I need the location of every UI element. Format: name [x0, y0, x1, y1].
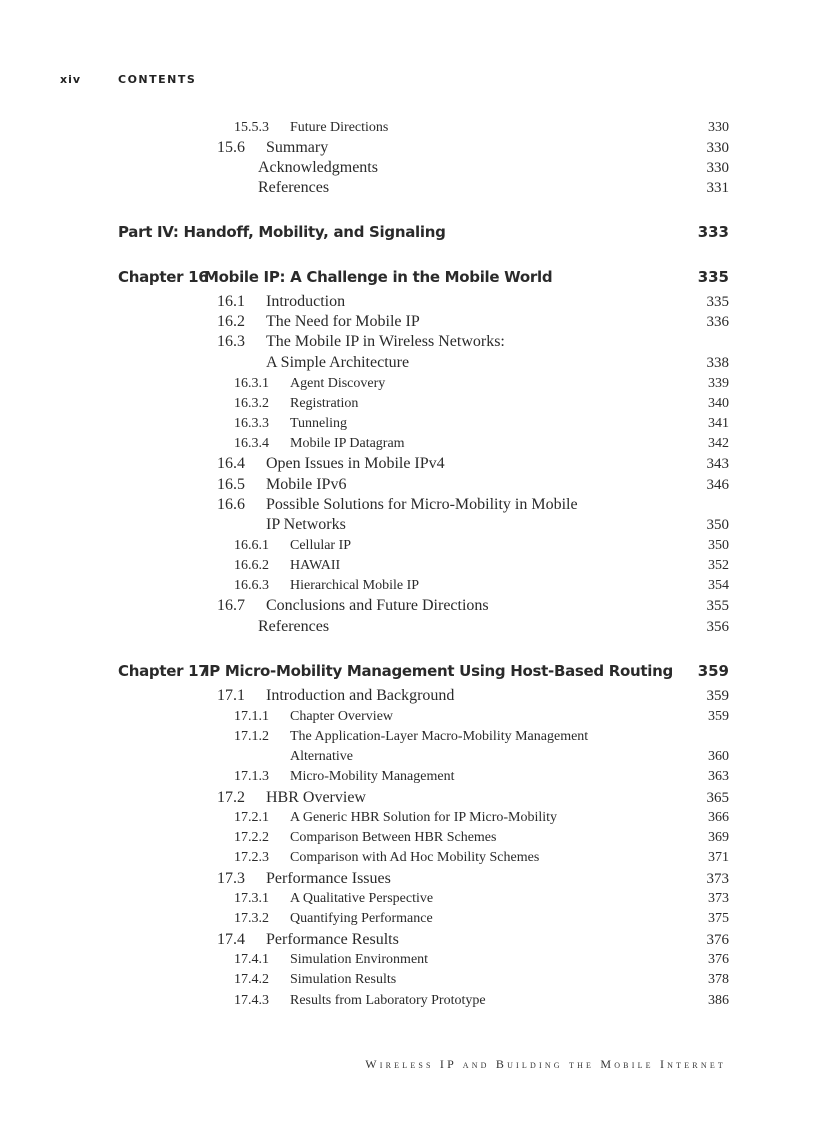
page-number: 359	[706, 688, 729, 704]
section-number: 15.5.3	[234, 120, 269, 135]
section-number: 17.1	[217, 687, 245, 704]
page-number: 350	[708, 538, 729, 553]
section-number: 17.2.3	[234, 850, 269, 865]
page-number: 352	[708, 558, 729, 573]
entry-title: Comparison Between HBR Schemes	[290, 830, 497, 845]
section-number: 16.3.3	[234, 416, 269, 431]
section-number: 17.4.3	[234, 993, 269, 1008]
entry-title: HAWAII	[290, 558, 341, 573]
section-number: 17.3.2	[234, 911, 269, 926]
section-number: 16.6.1	[234, 538, 269, 553]
section-number: 17.2.1	[234, 810, 269, 825]
page-number: 376	[706, 932, 729, 948]
section-number: 17.2	[217, 789, 245, 806]
entry-title: Alternative	[290, 749, 353, 764]
section-number: 17.4.2	[234, 972, 269, 987]
page-number: 386	[708, 993, 729, 1008]
toc-heading[interactable]	[0, 221, 816, 243]
page-number: 336	[706, 314, 729, 330]
entry-title: HBR Overview	[266, 789, 366, 806]
page-number: 330	[708, 120, 729, 135]
entry-title: Registration	[290, 396, 359, 411]
entry-title: Simulation Results	[290, 972, 397, 987]
section-number: 17.4.1	[234, 952, 269, 967]
section-number: 16.6.2	[234, 558, 269, 573]
entry-title: Simulation Environment	[290, 952, 429, 967]
entry-title: Introduction	[266, 293, 346, 310]
section-number: 17.1.3	[234, 769, 269, 784]
entry-title: References	[258, 618, 330, 635]
toc-entry[interactable]	[0, 576, 816, 596]
entry-title: Introduction and Background	[266, 687, 455, 704]
entry-title: Tunneling	[290, 416, 348, 431]
page-number: 369	[708, 830, 729, 845]
toc-entry[interactable]	[0, 707, 816, 727]
chapter-label: Chapter 16	[118, 268, 209, 286]
toc-entry[interactable]	[0, 848, 816, 868]
entry-title: Part IV: Handoff, Mobility, and Signaling	[118, 223, 446, 241]
toc-entry[interactable]	[0, 727, 816, 747]
section-number: 17.1.2	[234, 729, 269, 744]
section-number: 17.2.2	[234, 830, 269, 845]
toc-entry[interactable]	[0, 970, 816, 990]
page-number: 360	[708, 749, 729, 764]
running-footer: Wireless IP and Building the Mobile Internet	[365, 1057, 726, 1071]
running-header-title: CONTENTS	[118, 73, 197, 86]
toc-entry[interactable]	[0, 991, 816, 1011]
page-number: 355	[706, 598, 729, 614]
page-number: 346	[706, 477, 729, 493]
toc-entry[interactable]	[0, 767, 816, 787]
toc-entry[interactable]	[0, 515, 816, 535]
entry-title: Summary	[266, 139, 329, 156]
toc-entry[interactable]	[0, 788, 816, 808]
page-number: 330	[706, 160, 729, 176]
toc-entry[interactable]	[0, 930, 816, 950]
entry-title: A Qualitative Perspective	[290, 891, 434, 906]
section-number: 16.3.1	[234, 376, 269, 391]
toc-entry[interactable]	[0, 596, 816, 616]
section-number: 16.7	[217, 597, 245, 614]
section-number: 16.5	[217, 476, 245, 493]
entry-title: Micro-Mobility Management	[290, 769, 455, 784]
page-number: 363	[708, 769, 729, 784]
toc-entry[interactable]	[0, 556, 816, 576]
page-number: 359	[708, 709, 729, 724]
entry-title: References	[258, 179, 330, 196]
entry-title: A Simple Architecture	[266, 354, 410, 371]
section-number: 17.4	[217, 931, 245, 948]
page-number: 366	[708, 810, 729, 825]
entry-title: Performance Issues	[266, 870, 391, 887]
entry-title: Hierarchical Mobile IP	[290, 578, 420, 593]
toc-entry[interactable]	[0, 909, 816, 929]
page-number: 376	[708, 952, 729, 967]
toc-entry[interactable]	[0, 434, 816, 454]
entry-title: Performance Results	[266, 931, 399, 948]
toc-entry[interactable]	[0, 950, 816, 970]
toc-entry[interactable]	[0, 138, 816, 158]
page-number: 341	[708, 416, 729, 431]
page-number: 350	[706, 517, 729, 533]
entry-title: Possible Solutions for Micro-Mobility in Mobile	[266, 496, 578, 513]
toc-entry[interactable]	[0, 495, 816, 515]
page-number: 331	[706, 180, 729, 196]
page-number: 359	[697, 662, 729, 680]
entry-title: Mobile IP Datagram	[290, 436, 405, 451]
entry-title: Quantifying Performance	[290, 911, 433, 926]
toc-entry[interactable]	[0, 686, 816, 706]
toc-entry[interactable]	[0, 617, 816, 637]
page-number: 365	[706, 790, 729, 806]
page-number: 330	[706, 140, 729, 156]
toc-entry[interactable]	[0, 869, 816, 889]
entry-title: Chapter Overview	[290, 709, 394, 724]
toc-entry[interactable]	[0, 454, 816, 474]
toc-entry[interactable]	[0, 292, 816, 312]
toc-entry[interactable]	[0, 394, 816, 414]
page-number: 354	[708, 578, 729, 593]
page-number: 375	[708, 911, 729, 926]
section-number: 16.6.3	[234, 578, 269, 593]
toc-entry[interactable]	[0, 158, 816, 178]
toc-entry[interactable]	[0, 332, 816, 352]
section-number: 17.1.1	[234, 709, 269, 724]
page-number: xiv	[60, 73, 82, 86]
entry-title: Cellular IP	[290, 538, 352, 553]
toc-entry[interactable]	[0, 808, 816, 828]
section-number: 16.2	[217, 313, 245, 330]
entry-title: The Need for Mobile IP	[266, 313, 420, 330]
page-number: 338	[706, 355, 729, 371]
page-number: 333	[697, 223, 729, 241]
entry-title: Results from Laboratory Prototype	[290, 993, 486, 1008]
entry-title: A Generic HBR Solution for IP Micro-Mobility	[290, 810, 558, 825]
page-number: 335	[697, 268, 729, 286]
page-number: 371	[708, 850, 729, 865]
section-number: 16.4	[217, 455, 245, 472]
toc-entry[interactable]	[0, 536, 816, 556]
toc-entry[interactable]	[0, 828, 816, 848]
section-number: 16.3	[217, 333, 245, 350]
page-number: 339	[708, 376, 729, 391]
toc-entry[interactable]	[0, 475, 816, 495]
toc-entry[interactable]	[0, 353, 816, 373]
section-number: 15.6	[217, 139, 245, 156]
toc-entry[interactable]	[0, 312, 816, 332]
toc-entry[interactable]	[0, 374, 816, 394]
section-number: 17.3	[217, 870, 245, 887]
entry-title: Future Directions	[290, 120, 389, 135]
toc-entry[interactable]	[0, 178, 816, 198]
page-number: 340	[708, 396, 729, 411]
entry-title: Conclusions and Future Directions	[266, 597, 489, 614]
page-number: 343	[706, 456, 729, 472]
entry-title: Open Issues in Mobile IPv4	[266, 455, 445, 472]
toc-entry[interactable]	[0, 118, 816, 138]
page-number: 378	[708, 972, 729, 987]
toc-heading[interactable]	[0, 266, 816, 288]
toc-heading[interactable]	[0, 660, 816, 682]
entry-title: IP Micro-Mobility Management Using Host-Based Routing	[204, 662, 673, 680]
section-number: 16.3.2	[234, 396, 269, 411]
entry-title: The Application-Layer Macro-Mobility Management	[290, 729, 589, 744]
section-number: 17.3.1	[234, 891, 269, 906]
toc-entry[interactable]	[0, 889, 816, 909]
entry-title: Agent Discovery	[290, 376, 386, 391]
toc-entry[interactable]	[0, 414, 816, 434]
section-number: 16.1	[217, 293, 245, 310]
page-number: 373	[708, 891, 729, 906]
toc-entry[interactable]	[0, 747, 816, 767]
page-number: 373	[706, 871, 729, 887]
chapter-label: Chapter 17	[118, 662, 209, 680]
entry-title: Acknowledgments	[258, 159, 378, 176]
page-number: 342	[708, 436, 729, 451]
entry-title: Comparison with Ad Hoc Mobility Schemes	[290, 850, 540, 865]
entry-title: The Mobile IP in Wireless Networks:	[266, 333, 505, 350]
page-number: 335	[706, 294, 729, 310]
entry-title: Mobile IP: A Challenge in the Mobile World	[204, 268, 553, 286]
section-number: 16.6	[217, 496, 245, 513]
page-number: 356	[706, 619, 729, 635]
entry-title: IP Networks	[266, 516, 346, 533]
section-number: 16.3.4	[234, 436, 269, 451]
entry-title: Mobile IPv6	[266, 476, 347, 493]
